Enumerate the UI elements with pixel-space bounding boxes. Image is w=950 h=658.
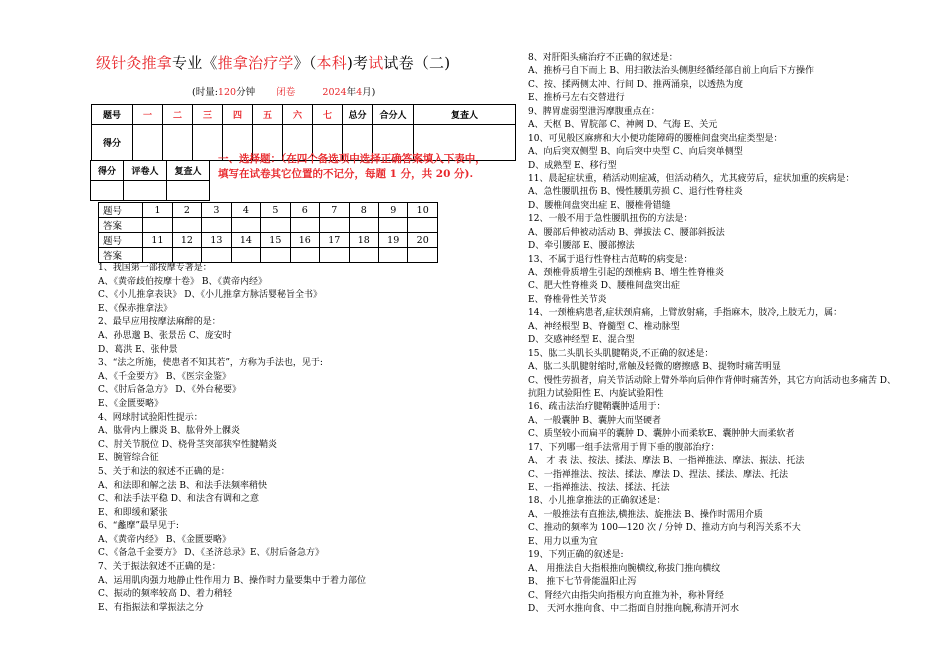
question-line: A、一般囊肿 B、囊肿大而坚硬者 [528, 415, 661, 426]
question-line: 3、“法之所施，使患者不知其若”，方称为手法也，见于: [98, 358, 323, 369]
question-number-cell: 17 [320, 233, 349, 248]
answer-cell[interactable] [290, 248, 319, 263]
question-line: C、《备急千金要方》 D、《圣济总录》E、《肘后备急方》 [98, 548, 325, 559]
question-line: E、脊椎骨性关节炎 [528, 294, 607, 305]
question-line: C、按、揉两侧太冲、行间 D、推两涌泉，以透热为度 [528, 79, 743, 90]
question-line: D、 天河水推向食、中二指面自肘推向腕,称清开河水 [528, 603, 739, 614]
question-line: D、交感神经型 E、混合型 [528, 335, 635, 346]
question-line: D、腰椎间盘突出症 E、腰椎骨错缝 [528, 200, 671, 211]
answer-cell[interactable] [261, 218, 290, 233]
question-number-cell: 14 [231, 233, 260, 248]
question-line: A、神经根型 B、脊髓型 C、椎动脉型 [528, 321, 680, 332]
date-year: 2024 [322, 87, 347, 98]
question-number-cell: 11 [143, 233, 172, 248]
question-number-cell: 8 [349, 203, 378, 218]
question-line: A、向后突双侧型 B、向后突中央型 C、向后突单侧型 [528, 147, 743, 158]
score-header-cell: 五 [253, 105, 283, 125]
question-line: A、 用推法自大指根推向腕横纹,称拔门推向横纹 [528, 563, 721, 574]
score-row-label: 得分 [92, 125, 133, 161]
question-line: 17、下列哪一组手法常用于胃下垂的腹部治疗： [528, 442, 720, 453]
answer-label: 答案 [99, 218, 143, 233]
answer-cell[interactable] [202, 218, 231, 233]
question-line: C、《小儿推拿表诀》 D、《小儿推拿方脉活婴秘旨全书》 [98, 290, 322, 301]
question-number-cell: 1 [143, 203, 172, 218]
question-line: 18、小儿推拿推法的正确叙述是： [528, 496, 666, 507]
exam-type: 闭卷 [276, 87, 296, 98]
question-line: 6、“蠡摩”最早见于: [98, 521, 179, 532]
date-close: 月) [362, 87, 376, 98]
question-line: 19、下列正确的叙述是: [528, 550, 624, 561]
answer-cell[interactable] [172, 218, 201, 233]
question-line: 8、对肝阳头痛治疗不正确的叙述是： [528, 53, 678, 63]
title-part: 试 [368, 54, 384, 72]
question-number-cell: 15 [261, 233, 290, 248]
question-number-cell: 13 [202, 233, 231, 248]
answer-cell[interactable] [231, 248, 260, 263]
score-header-cell: 复查人 [414, 105, 516, 125]
question-line: 5、关于和法的叙述不正确的是： [98, 466, 230, 477]
time-value: 120 [217, 87, 237, 98]
question-line: A、 才 表 法、按法、揉法、摩法 B、一指禅推法、摩法、振法、托法 [528, 456, 805, 467]
question-number-cell: 10 [408, 203, 438, 218]
question-line: 16、疏击法治疗腱鞘囊肿适用于： [528, 402, 666, 413]
answer-cell[interactable] [231, 218, 260, 233]
answer-cell[interactable] [290, 218, 319, 233]
title-part: )考 [346, 54, 369, 72]
question-line: C、推动的频率为 100—120 次 / 分钟 D、推动方向与利泻关系不大 [528, 523, 801, 534]
question-line: C、质坚较小而扁平的囊肿 D、囊肿小而柔软E、囊肿肿大而柔软者 [528, 429, 795, 440]
grader-label: 评卷人 [124, 161, 167, 181]
answer-cell[interactable] [202, 248, 231, 263]
score-header-cell: 二 [163, 105, 193, 125]
questions-left-column [98, 262, 366, 615]
grader-cell[interactable] [91, 181, 124, 201]
question-line: 7、关于振法叙述不正确的是： [98, 562, 221, 573]
answer-cell[interactable] [408, 218, 438, 233]
question-line: A、和法即和解之法 B、和法手法频率稍快 [98, 480, 267, 491]
question-line: A、急性腰肌扭伤 B、慢性腰肌劳损 C、退行性脊柱炎 [528, 187, 743, 198]
answer-cell[interactable] [349, 248, 378, 263]
question-number-cell: 20 [408, 233, 438, 248]
question-number-cell: 3 [202, 203, 231, 218]
question-line: C、《肘后备急方》 D、《外台秘要》 [98, 385, 241, 396]
question-line: 15、肱二头肌长头肌腱鞘炎,不正确的叙述是： [528, 348, 714, 359]
grader-cell[interactable] [167, 181, 210, 201]
score-cell[interactable] [163, 125, 193, 161]
answer-table [98, 202, 438, 263]
question-line: A、推桥弓自下而上 B、用扫散法治头侧胆经循经部自前上向后下方操作 [528, 66, 814, 77]
question-line: A、运用肌肉强力地静止性作用力 B、操作时力量要集中于着力部位 [98, 575, 366, 586]
question-number-cell: 2 [172, 203, 201, 218]
answer-cell[interactable] [408, 248, 438, 263]
title-part: 试卷（二) [383, 54, 451, 72]
question-line: B、 推下七节骨能温阳止泻 [528, 577, 637, 588]
question-number-cell: 6 [290, 203, 319, 218]
exam-meta [192, 84, 375, 98]
question-number-cell: 19 [378, 233, 407, 248]
question-line: A、孙思邈 B、张景岳 C、庞安时 [98, 330, 232, 341]
question-line: C、肾经穴由指尖向指根方向直推为补，称补肾经 [528, 590, 724, 601]
score-header-cell: 题号 [92, 105, 133, 125]
answer-cell[interactable] [378, 248, 407, 263]
question-line: E、《金匮要略》 [98, 398, 164, 409]
answer-label: 答案 [99, 248, 143, 263]
section-one-instruction: 一、选择题：（在四个备选项中选择正确答案填入下表中，填写在试卷其它位置的不记分，每题 1 分，共 20 分). [218, 153, 486, 180]
questions-right-column [528, 52, 896, 616]
score-header-cell: 三 [193, 105, 223, 125]
question-number-cell: 7 [320, 203, 349, 218]
reviewer-label: 复查人 [167, 161, 210, 181]
question-line: A、肱二头肌腱射缩时,常触及轻微的磨擦感 B、提物时痛苦明显 [528, 362, 781, 373]
answer-cell[interactable] [172, 248, 201, 263]
question-line: C、慢性劳损者，肩关节活动除上臂外举向后伸作背伸时痛苦外，其它方向活动也多痛苦 D、 [528, 375, 896, 386]
question-line: D、牵引腰部 E、腰部擦法 [528, 241, 635, 252]
date-unit: 年 [346, 87, 357, 98]
question-line: E、一指禅推法、按法、揉法、托法 [528, 483, 670, 493]
score-header-cell: 六 [283, 105, 313, 125]
answer-cell[interactable] [349, 218, 378, 233]
score-header-cell: 一 [133, 105, 163, 125]
question-line: E、腕管综合征 [98, 453, 159, 464]
question-number-cell: 16 [290, 233, 319, 248]
answer-cell[interactable] [378, 218, 407, 233]
time-unit: 分钟 [236, 87, 256, 98]
title-part: 》（ [293, 54, 317, 72]
grader-score-label: 得分 [91, 161, 124, 181]
question-line: C、振动的频率较高 D、着力稍轻 [98, 589, 232, 600]
grader-cell[interactable] [124, 181, 167, 201]
title-part: 专业《 [172, 54, 218, 72]
question-line: E、和即缓和紧张 [98, 507, 168, 518]
answer-cell[interactable] [143, 248, 172, 263]
question-line: E、用力以重为宜 [528, 536, 598, 547]
question-line: A、肱骨内上髁炎 B、肱骨外上髁炎 [98, 426, 240, 437]
question-line: 11、晨起症状重，稍活动则症减，但活动稍久，尤其疲劳后，症状加重的疾病是： [528, 173, 855, 184]
question-line: A、颈椎骨质增生引起的颈椎病 B、增生性脊椎炎 [528, 268, 724, 278]
question-line: 12、一般不用于急性腰肌扭伤的方法是： [528, 214, 693, 225]
question-line: E、有指振法和掌振法之分 [98, 602, 204, 613]
question-line: A、腰部后伸被动活动 B、弹拔法 C、腰部斜扳法 [528, 227, 725, 238]
grader-table [90, 160, 210, 201]
question-line: C、肘关节脱位 D、桡骨茎突部狭窄性腱鞘炎 [98, 439, 277, 450]
question-line: 抗阻力试验阳性 E、内旋试验阳性 [528, 388, 664, 399]
question-line: 14、一颈椎病患者,症状颈肩痛，上臂放射痛，手指麻木，肢冷,上肢无力，属： [528, 308, 843, 319]
question-line: C、一指禅推法、按法、揉法、摩法 D、捏法、揉法、摩法、托法 [528, 469, 788, 480]
question-line: C、肥大性脊椎炎 D、腰椎间盘突出症 [528, 281, 680, 292]
score-header-cell: 四 [223, 105, 253, 125]
answer-cell[interactable] [320, 248, 349, 263]
question-line: 2、最早应用按摩法麻醉的是： [98, 317, 221, 328]
answer-cell[interactable] [143, 218, 172, 233]
question-line: A、《黄帝内经》 B、《金匮要略》 [98, 534, 231, 545]
question-number-cell: 4 [231, 203, 260, 218]
answer-cell[interactable] [320, 218, 349, 233]
question-line: 13、不属于退行性脊柱古范畴的病变是： [528, 254, 693, 265]
title-part: 推拿治疗学 [217, 54, 294, 72]
question-line: A、一般推法有直推法,横推法、旋推法 B、操作时需用介质 [528, 509, 763, 520]
title-part: 级针灸推拿 [96, 54, 173, 72]
question-number-cell: 12 [172, 233, 201, 248]
question-line: D、成熟型 E、移行型 [528, 160, 617, 171]
score-cell[interactable] [133, 125, 163, 161]
score-header-cell: 合分人 [373, 105, 414, 125]
answer-no-label: 题号 [99, 233, 143, 248]
question-line: A、天枢 B、胃脘部 C、神阙 D、气海 E、关元 [528, 120, 718, 131]
question-line: 9、脾胃虚弱型泄泻摩腹重点在： [528, 106, 660, 117]
question-number-cell: 5 [261, 203, 290, 218]
question-line: 1、我国第一部按摩专著是： [98, 263, 212, 273]
score-header-cell: 七 [313, 105, 343, 125]
score-header-cell: 总分 [343, 105, 373, 125]
question-line: D、葛洪 E、张仲景 [98, 344, 178, 355]
question-line: A、《千金要方》 B、《医宗金鉴》 [98, 371, 231, 382]
time-label: (时量: [192, 87, 218, 98]
question-line: 10、可见般区麻痹和大小便功能障碍的腰椎间盘突出症类型是： [528, 133, 783, 144]
exam-title [96, 52, 450, 73]
answer-no-label: 题号 [99, 203, 143, 218]
question-line: C、和法手法平稳 D、和法含有调和之意 [98, 494, 259, 505]
question-number-cell: 18 [349, 233, 378, 248]
date-month: 4 [356, 87, 363, 98]
question-line: 4、网球肘试验阳性提示： [98, 412, 203, 423]
question-number-cell: 9 [378, 203, 407, 218]
title-part: 本科 [316, 54, 347, 72]
answer-cell[interactable] [261, 248, 290, 263]
question-line: E、《保赤推拿法》 [98, 303, 173, 314]
question-line: A、《黄帝歧伯按摩十卷》 B、《黄帝内经》 [98, 276, 267, 287]
question-line: E、推桥弓左右交替进行 [528, 93, 625, 104]
